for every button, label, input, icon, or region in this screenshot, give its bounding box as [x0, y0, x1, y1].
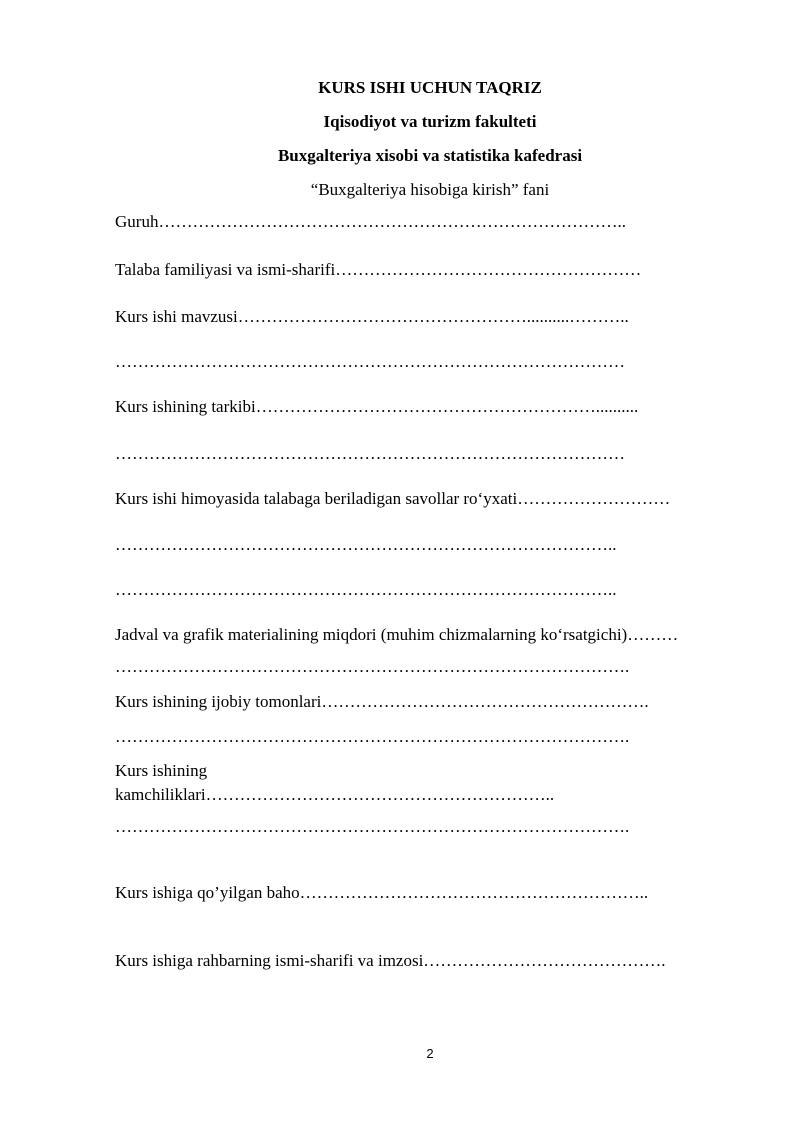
topic-field: Kurs ishi mavzusi……………………………………………..........……….. [115, 307, 629, 326]
student-name-field: Talaba familiyasi va ismi-sharifi……………………………………………… [115, 260, 642, 279]
tables-graphics-field: Jadval va grafik materialining miqdori (muhim chizmalarning ko‘rsatgichi)……… [115, 625, 679, 644]
department-name: Buxgalteriya xisobi va statistika kafedrasi [277, 146, 583, 165]
supervisor-signature-field: Kurs ishiga rahbarning ismi-sharifi va imzosi……………………………………. [115, 951, 666, 970]
shortcomings-label: Kurs ishining [115, 761, 208, 780]
structure-field: Kurs ishining tarkibi…………………………………………………….......... [115, 397, 639, 416]
document-title: KURS ISHI UCHUN TAQRIZ [318, 78, 542, 97]
tables-continuation-line: ………………………………………………………………………………. [115, 657, 630, 676]
subject-name: “Buxgalteriya hisobiga kirish” fani [310, 180, 550, 199]
structure-continuation-line: ……………………………………………………………………………… [115, 444, 625, 463]
questions-continuation-line-2: …………………………………………………………………………….. [115, 580, 617, 599]
faculty-name: Iqisodiyot va turizm fakulteti [323, 112, 537, 131]
shortcomings-continuation-line: ………………………………………………………………………………. [115, 817, 630, 836]
topic-continuation-line: ……………………………………………………………………………… [115, 352, 625, 371]
positive-continuation-line: ………………………………………………………………………………. [115, 727, 630, 746]
questions-continuation-line-1: …………………………………………………………………………….. [115, 535, 617, 554]
positive-aspects-field: Kurs ishining ijobiy tomonlari…………………………………………………. [115, 692, 649, 711]
group-field: Guruh……………………………………………………………………….. [115, 212, 626, 231]
shortcomings-field: kamchiliklari…………………………………………………….. [115, 785, 555, 804]
defense-questions-field: Kurs ishi himoyasida talabaga beriladigan savollar ro‘yxati……………………… [115, 489, 671, 508]
page-number: 2 [426, 1046, 434, 1061]
grade-field: Kurs ishiga qo’yilgan baho…………………………………………………….. [115, 883, 649, 902]
